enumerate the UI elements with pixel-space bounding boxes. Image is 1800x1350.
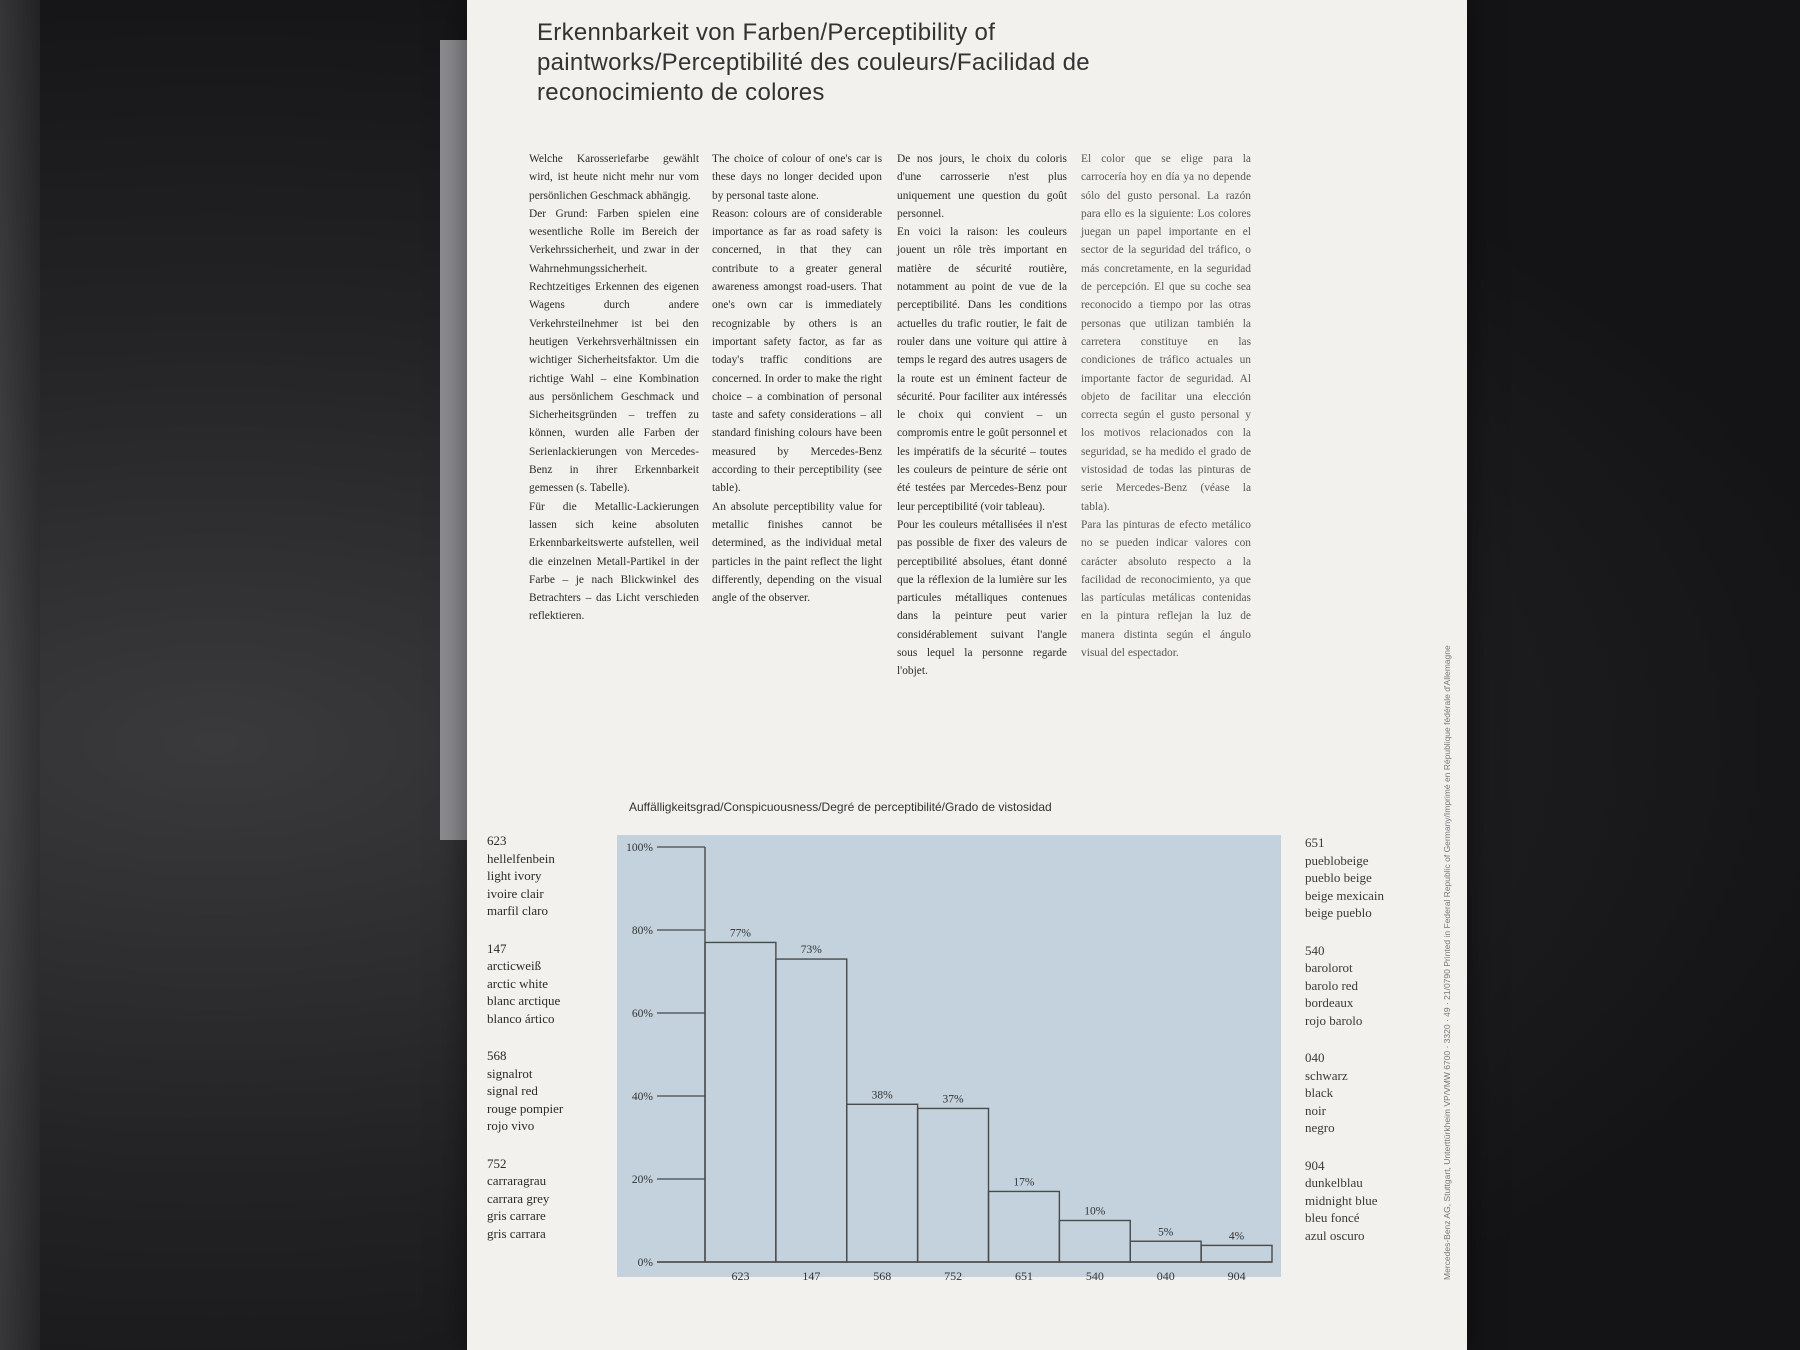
x-tick-label: 040 [1156, 1269, 1175, 1283]
column-paragraph: The choice of colour of one's car is these days no longer decided upon by personal taste alone. [712, 153, 882, 202]
x-tick-label: 540 [1085, 1269, 1104, 1283]
chart-plot-area [617, 835, 1281, 1277]
y-tick-label: 0% [637, 1257, 653, 1269]
legend-color-name: schwarz [1305, 1067, 1348, 1083]
legend-color-name: pueblo beige [1305, 870, 1372, 885]
legend-code: 623 [487, 833, 507, 848]
legend-entry-568 [487, 1047, 597, 1135]
legend-color-name: hellelfenbein [487, 850, 555, 866]
legend-color-name: signal red [487, 1083, 538, 1098]
bar-value-label: 77% [729, 927, 751, 940]
column-english [712, 150, 882, 607]
text-columns [529, 150, 1249, 770]
legend-code: 752 [487, 1155, 507, 1171]
legend-color-name: marfil claro [487, 903, 548, 918]
page-title [537, 18, 1097, 108]
legend-color-name: rojo barolo [1305, 1012, 1363, 1028]
y-tick-label: 40% [631, 1091, 653, 1103]
column-paragraph: Für die Metallic-Lackierungen lassen sich keine absoluten Erkennbarkeitswerte aufstellen, weil die einzelnen Metall-Partikel in der Farbe – je nach Blickwinkel des Betrachters – das Licht verschieden reflektieren. [529, 500, 699, 623]
column-paragraph: An absolute perceptibility value for metallic finishes cannot be determined, as the individual metal particles in the paint reflect the light differently, depending on the visual angle of the observer. [712, 500, 882, 605]
column-german [529, 150, 699, 626]
legend-color-name: noir [1305, 1102, 1326, 1118]
legend-entry-147 [487, 940, 597, 1028]
chart-title: Auffälligkeitsgrad/Conspicuousness/Degré de perceptibilité/Grado de vistosidad [629, 800, 1052, 814]
x-tick-label: 651 [1014, 1269, 1033, 1283]
legend-left [487, 832, 597, 1262]
legend-color-name: black [1305, 1085, 1334, 1100]
column-paragraph: Pour les couleurs métallisées il n'est pas possible de fixer des valeurs de perceptibilité absolues, étant donné que la réflexion de la lumière sur les particules métalliques contenues dans la peinture peut varier considérablement suivant l'angle sous lequel la personne regarde l'objet. [897, 518, 1067, 678]
column-paragraph: Reason: colours are of considerable importance as far as road safety is concerned, in that they can contribute to a greater general awareness amongst road-users. That one's own car is immediately recognizable by others is an important safety factor, as far as today's traffic conditions are concerned. In order to make the right choice – a combination of personal taste and safety considerations – all standard finishing colours have been measured by Mercedes-Benz according to their perceptibility (see table). [712, 207, 882, 495]
legend-color-name: ivoire clair [487, 885, 544, 901]
legend-color-name: midnight blue [1305, 1192, 1378, 1208]
legend-entry-040 [1305, 1049, 1425, 1137]
legend-entry-904 [1305, 1157, 1425, 1245]
column-paragraph: Der Grund: Farben spielen eine wesentliche Rolle im Bereich der Verkehrssicherheit, und zwar in der Wahrnehmungssicherheit. Rechtzeitiges Erkennen des eigenen Wagens durch andere Verkehrsteilnehmer ist bei den heutigen Verkehrsverhältnissen ein wichtiger Sicherheitsfaktor. Um die richtige Wahl – eine Kombination aus persönlichem Geschmack und Sicherheitsgründen – treffen zu können, wurden alle Farben der Serienlackierungen von Mercedes-Benz in ihrer Erkennbarkeit gemessen (s. Tabelle). [529, 207, 699, 495]
x-tick-label: 623 [731, 1269, 750, 1283]
legend-color-name: carraragrau [487, 1173, 547, 1188]
legend-code: 568 [487, 1048, 507, 1063]
legend-color-name: barolo red [1305, 977, 1359, 993]
legend-color-name: gris carrara [487, 1225, 546, 1241]
y-tick-label: 80% [631, 925, 653, 937]
legend-entry-623 [487, 832, 597, 920]
x-tick-label: 904 [1227, 1269, 1246, 1283]
seat-seam [0, 0, 40, 1350]
bar-value-label: 5% [1158, 1226, 1174, 1239]
legend-color-name: blanc arctique [487, 993, 561, 1008]
legend-color-name: negro [1305, 1120, 1335, 1135]
legend-color-name: blanco ártico [487, 1010, 555, 1026]
legend-code: 904 [1305, 1157, 1325, 1173]
legend-color-name: bleu foncé [1305, 1210, 1360, 1225]
column-paragraph: El color que se elige para la carrocería hoy en día ya no depende sólo del gusto personal. La razón para ello es la siguiente: Los colores juegan un papel importante en el sector de la seguridad del tráfico, o más concretamente, en la seguridad de percepción. El que su coche sea reconocido a tiempo por las otras personas que utilizan también la carretera constituye en las condiciones de tráfico actuales un importante factor de seguridad. Al objeto de facilitar una elección correcta según el gusto personal y los motivos relacionados con la seguridad, se ha medido el grado de vistosidad de todas las pinturas de serie Mercedes-Benz (véase la tabla). [1081, 153, 1251, 513]
legend-entry-651 [1305, 834, 1425, 922]
legend-color-name: azul oscuro [1305, 1227, 1365, 1243]
legend-right [1305, 834, 1425, 1264]
legend-color-name: dunkelblau [1305, 1175, 1363, 1190]
legend-color-name: barolorot [1305, 960, 1353, 975]
legend-color-name: carrara grey [487, 1190, 550, 1206]
bar-value-label: 37% [942, 1093, 964, 1106]
title-line-1: Erkennbarkeit von Farben/Perceptibility of [537, 19, 996, 46]
x-tick-label: 568 [873, 1269, 892, 1283]
bar-value-label: 4% [1228, 1230, 1245, 1243]
legend-color-name: bordeaux [1305, 995, 1354, 1010]
legend-color-name: rojo vivo [487, 1118, 535, 1133]
column-paragraph: Para las pinturas de efecto metálico no se pueden indicar valores con carácter absoluto respecto a la facilidad de reconocimiento, ya que las partículas metálicas contenidas en la pintura reflejan la luz de manera distinta según el ángulo visual del espectador. [1081, 518, 1251, 660]
bar-value-label: 73% [800, 944, 822, 957]
column-paragraph: De nos jours, le choix du coloris d'une carrosserie n'est plus uniquement une question du goût personnel. [897, 153, 1067, 220]
column-spanish [1081, 150, 1251, 662]
legend-entry-540 [1305, 942, 1425, 1030]
legend-entry-752 [487, 1155, 597, 1243]
y-tick-label: 60% [631, 1008, 653, 1020]
legend-color-name: signalrot [487, 1065, 533, 1081]
legend-color-name: gris carrare [487, 1208, 546, 1223]
y-tick-label: 20% [631, 1174, 653, 1186]
title-line-2: paintworks/Perceptibilité des couleurs/Facilidad de [537, 49, 1090, 76]
brochure-page [467, 0, 1467, 1350]
title-line-3: reconocimiento de colores [537, 79, 825, 106]
legend-color-name: pueblobeige [1305, 852, 1369, 868]
legend-code: 651 [1305, 835, 1325, 850]
perceptibility-bar-chart [607, 830, 1297, 1290]
legend-color-name: light ivory [487, 868, 542, 883]
legend-color-name: arctic white [487, 975, 548, 991]
legend-code: 147 [487, 940, 507, 956]
bar-value-label: 38% [871, 1089, 893, 1102]
legend-color-name: beige pueblo [1305, 905, 1372, 920]
bar-value-label: 17% [1013, 1176, 1035, 1189]
column-paragraph: En voici la raison: les couleurs jouent un rôle très important en matière de sécurité routière, notamment au point de vue de la perceptibilité. Dans les conditions actuelles du trafic routier, le fait de rouler dans une voiture qui attire à temps le regard des autres usagers de la route est un éminent facteur de sécurité. Pour faciliter aux intéressés le choix qui convient – un compromis entre le goût personnel et les impératifs de la sécurité – toutes les couleurs de peinture de série ont été testées par Mercedes-Benz pour leur perceptibilité (voir tableau). [897, 226, 1067, 513]
legend-color-name: arcticweiß [487, 958, 542, 973]
legend-color-name: rouge pompier [487, 1100, 564, 1116]
bar-value-label: 10% [1084, 1205, 1106, 1218]
column-french [897, 150, 1067, 681]
y-tick-label: 100% [626, 842, 653, 854]
legend-color-name: beige mexicain [1305, 887, 1385, 903]
side-print-text: Mercedes-Benz AG, Stuttgart, Unterttürkheim VP/VMW 6700 · 3320 · 49 · 21/0790 Printed in Federal Republic of Germany/Imprimé en République fédérale d'Allemagne [1442, 645, 1452, 1280]
legend-code: 540 [1305, 942, 1325, 958]
x-tick-label: 752 [944, 1269, 963, 1283]
x-tick-label: 147 [802, 1269, 821, 1283]
legend-code: 040 [1305, 1050, 1325, 1065]
column-paragraph: Welche Karosseriefarbe gewählt wird, ist heute nicht mehr nur vom persönlichen Geschmack abhängig. [529, 153, 699, 202]
